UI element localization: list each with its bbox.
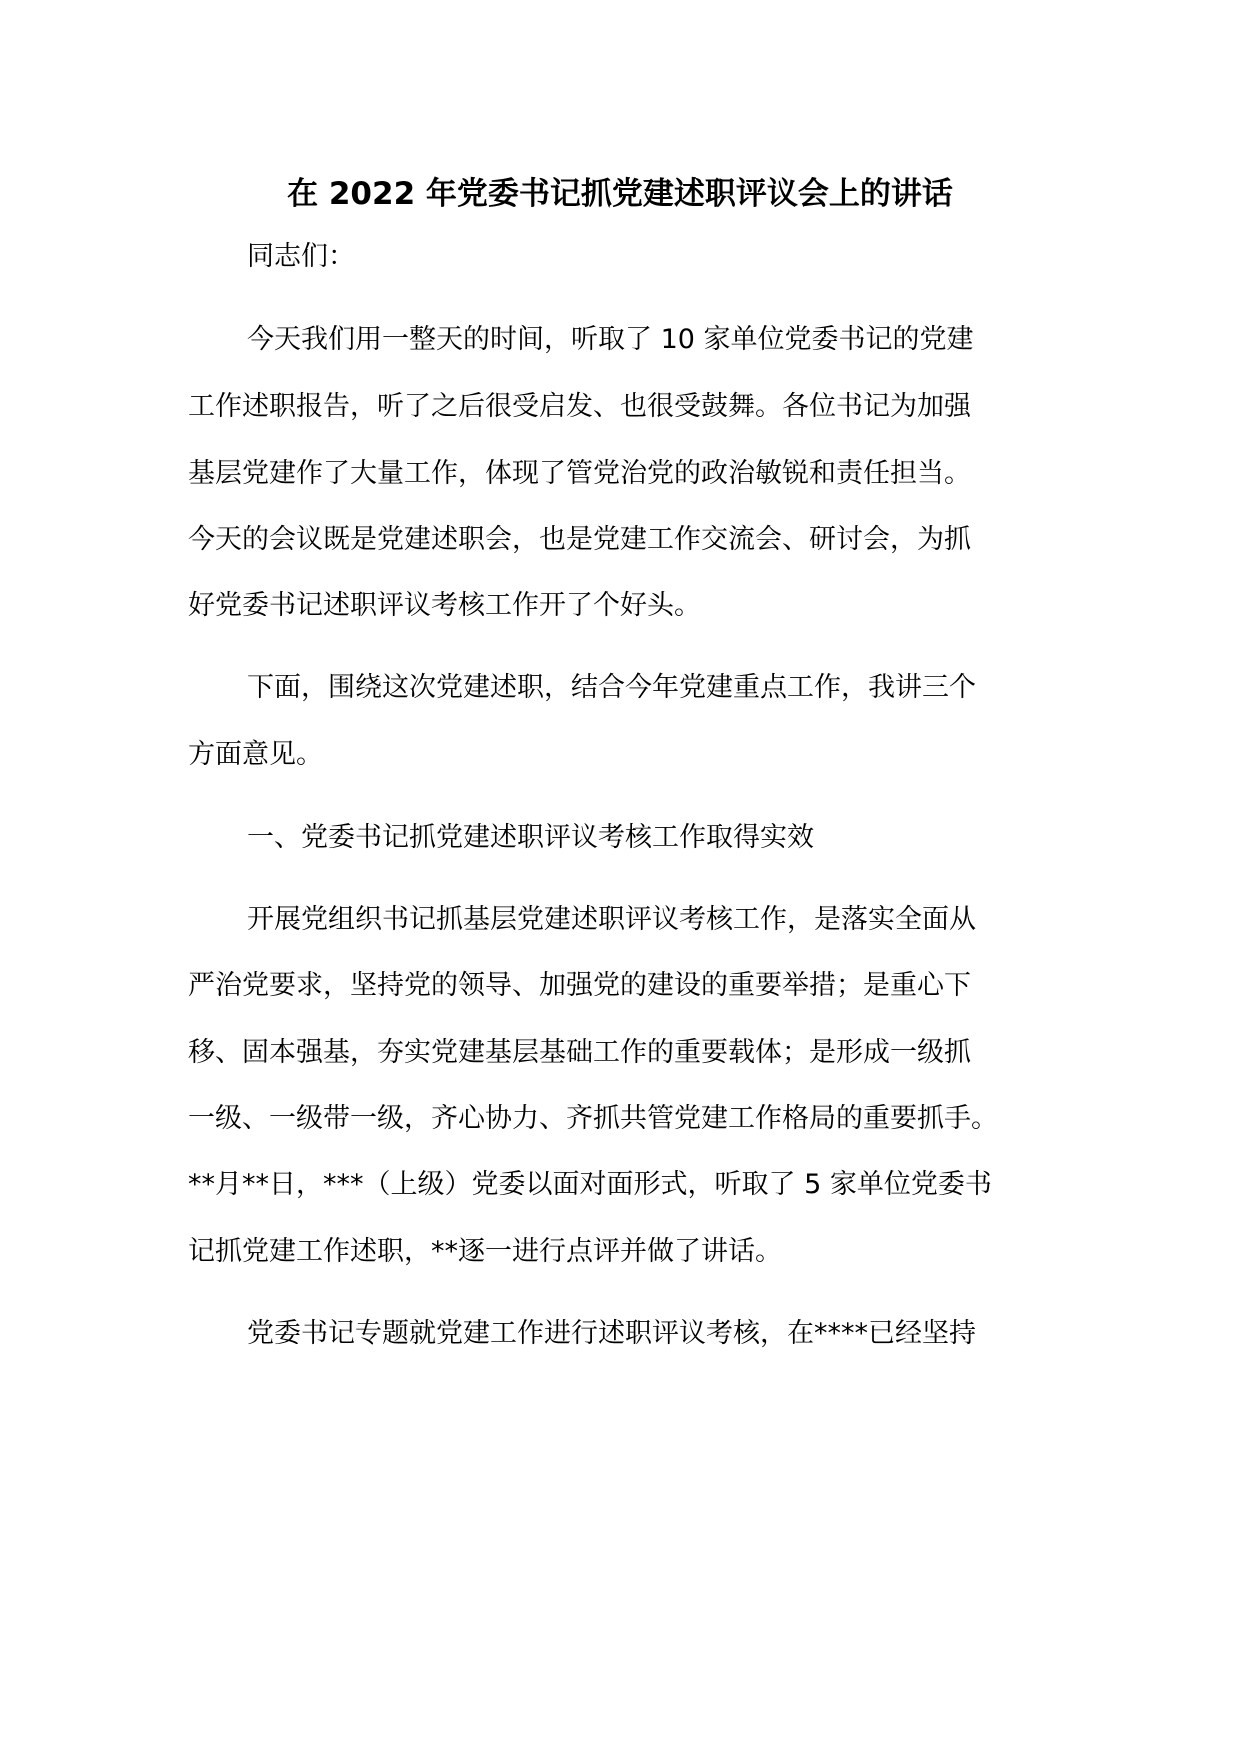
body-line: **月**日，***（上级）党委以面对面形式，听取了 5 家单位党委书 xyxy=(188,1169,992,1200)
body-line: 开展党组织书记抓基层党建述职评议考核工作，是落实全面从 xyxy=(247,904,976,935)
body-line: 今天我们用一整天的时间，听取了 10 家单位党委书记的党建 xyxy=(247,324,974,355)
section-heading: 一、党委书记抓党建述职评议考核工作取得实效 xyxy=(247,822,814,853)
body-line: 移、固本强基，夯实党建基层基础工作的重要载体；是形成一级抓 xyxy=(188,1037,971,1068)
body-line: 基层党建作了大量工作，体现了管党治党的政治敏锐和责任担当。 xyxy=(188,458,971,489)
body-line: 记抓党建工作述职，**逐一进行点评并做了讲话。 xyxy=(188,1236,782,1267)
body-line: 严治党要求，坚持党的领导、加强党的建设的重要举措；是重心下 xyxy=(188,970,971,1001)
body-line: 一级、一级带一级，齐心协力、齐抓共管党建工作格局的重要抓手。 xyxy=(188,1103,998,1134)
body-line: 党委书记专题就党建工作进行述职评议考核，在****已经坚持 xyxy=(247,1318,976,1349)
body-line: 好党委书记述职评议考核工作开了个好头。 xyxy=(188,590,701,621)
body-line: 工作述职报告，听了之后很受启发、也很受鼓舞。各位书记为加强 xyxy=(188,391,971,422)
body-line: 方面意见。 xyxy=(188,739,323,770)
body-line: 今天的会议既是党建述职会，也是党建工作交流会、研讨会，为抓 xyxy=(188,524,971,555)
body-line: 下面，围绕这次党建述职，结合今年党建重点工作，我讲三个 xyxy=(247,672,976,703)
salutation-line: 同志们： xyxy=(247,241,355,272)
document-title: 在 2022 年党委书记抓党建述职评议会上的讲话 xyxy=(287,176,953,212)
